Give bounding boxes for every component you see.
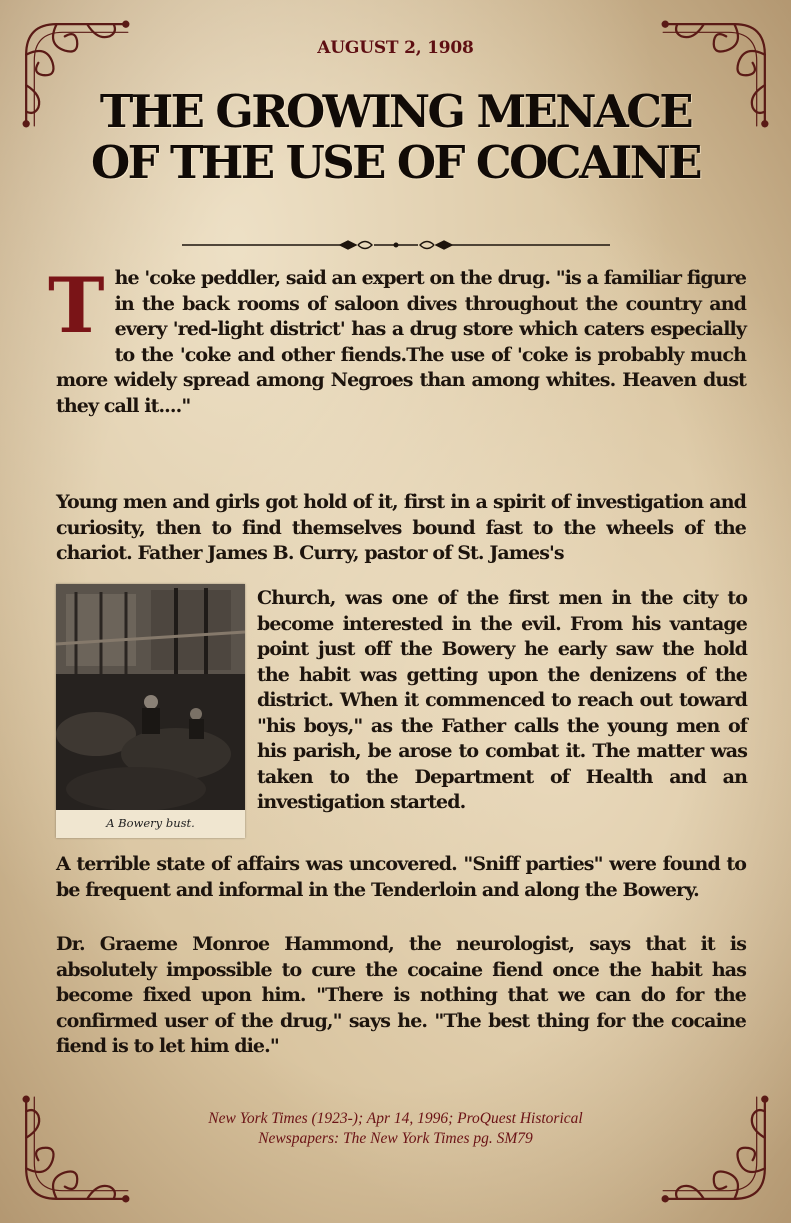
title-line-1: THE GROWING MENACE [99, 85, 692, 138]
title-line-2: OF THE USE OF COCAINE [91, 136, 700, 189]
source-citation [120, 1109, 671, 1149]
drop-cap: T [48, 261, 105, 350]
article-paragraph-4: A terrible state of affairs was uncovered. "Sniff parties" were found to be frequent and informal in the Tenderloin and along the Bowery. [56, 853, 746, 901]
corner-ornament-bottom-right [653, 1087, 775, 1209]
article-paragraph-2: Young men and girls got hold of it, first in a spirit of investigation and curiosity, then to find themselves bound fast to the wheels of the chariot. Father James B. Curry, pastor of St. James's [56, 491, 746, 564]
bowery-photo-image [56, 584, 245, 810]
citation-line-2: Newspapers: The New York Times pg. SM79 [258, 1130, 533, 1147]
citation-line-1: New York Times (1923-); Apr 14, 1996; ProQuest Historical [208, 1110, 583, 1127]
photo-caption: A Bowery bust. [106, 816, 195, 830]
paragraph-1-text: he 'coke peddler, said an expert on the drug. "is a familiar figure in the back rooms of saloon dives throughout the country and every 'red-light district' has a drug store which caters especially to the 'coke and other fiends.The use of 'coke is probably much more widely spread among Negroes than among whites. Heaven dust they call it...." [56, 267, 747, 417]
article-paragraph-3: Church, was one of the first men in the city to become interested in the evil. From his vantage point just off the Bowery he early saw the hold the habit was getting upon the denizens of the district. When it commenced to reach out toward "his boys," as the Father calls the young men of his parish, be arose to combat it. The matter was taken to the Department of Health and an investigation started. [257, 587, 747, 813]
article-date: AUGUST 2, 1908 [317, 38, 474, 58]
article-paragraph-5: Dr. Graeme Monroe Hammond, the neurologist, says that it is absolutely impossible to cure the cocaine fiend once the habit has become fixed upon him. "There is nothing that we can do for the confirmed user of the drug," says he. "The best thing for the cocaine fiend is to let him die." [56, 933, 746, 1057]
historical-photo [56, 584, 245, 838]
article-title [40, 86, 751, 188]
article-paragraph-1 [48, 261, 747, 419]
ornamental-divider [182, 236, 610, 254]
